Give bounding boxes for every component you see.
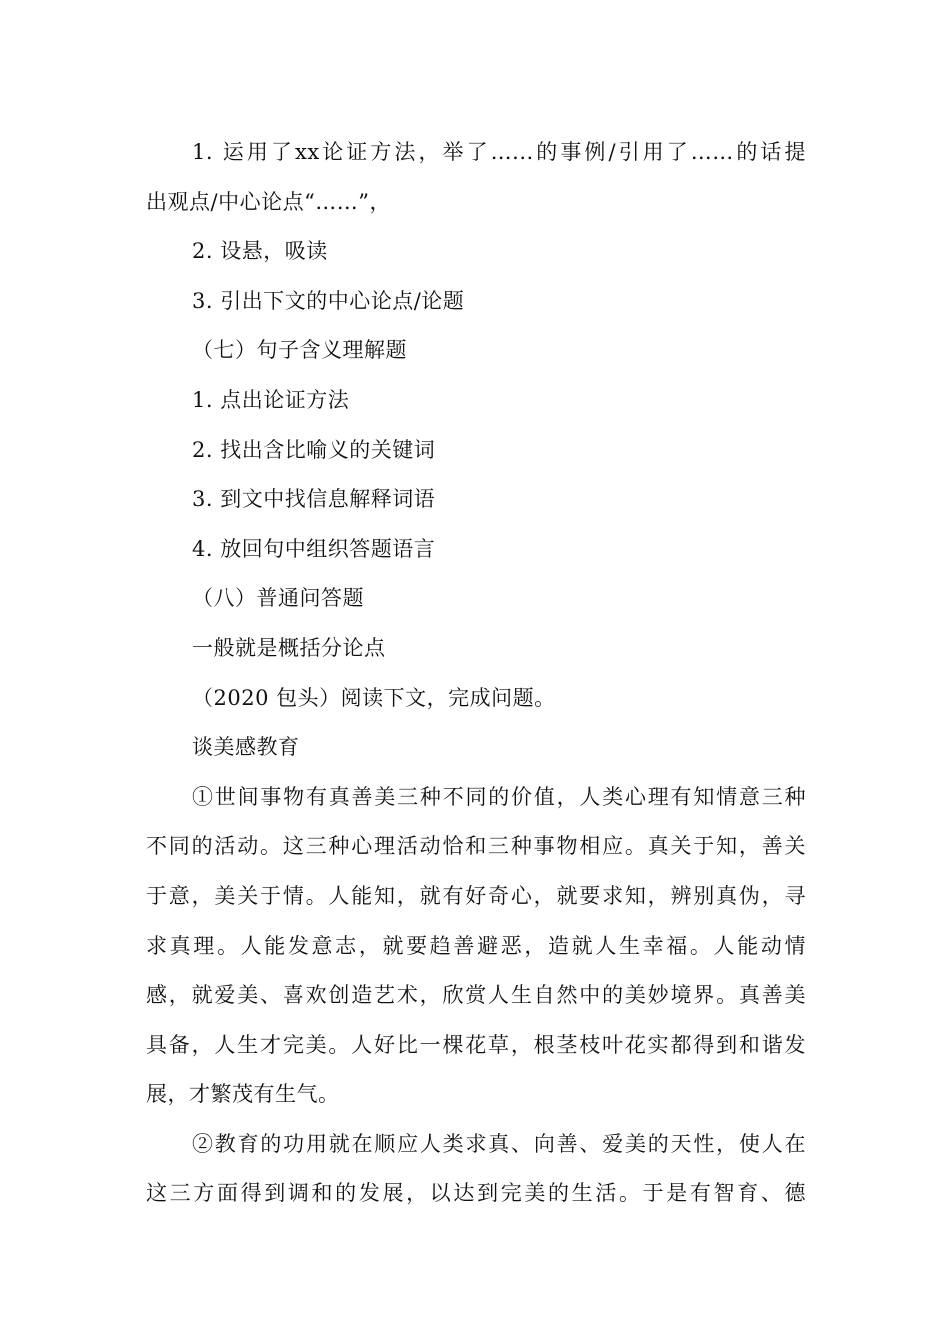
- text-line: 4. 放回句中组织答题语言: [192, 536, 436, 561]
- text-line: 展，才繁茂有生气。: [146, 1082, 340, 1107]
- text-line: ②教育的功用就在顺应人类求真、向善、爱美的天性，使人在: [192, 1131, 806, 1156]
- text-line: 具备，人生才完美。人好比一棵花草，根茎枝叶花实都得到和谐发: [146, 1032, 806, 1057]
- text-line: 于意，美关于情。人能知，就有好奇心，就要求知，辨别真伪，寻: [146, 883, 806, 908]
- text-line: 感，就爱美、喜欢创造艺术，欣赏人生自然中的美妙境界。真善美: [146, 983, 806, 1008]
- document-body: [146, 128, 806, 1219]
- text-line: 2. 找出含比喻义的关键词: [192, 437, 436, 462]
- text-line: 不同的活动。这三种心理活动恰和三种事物相应。真关于知，善关: [146, 834, 806, 859]
- text-line: （八）普通问答题: [192, 586, 364, 611]
- text-line: （2020 包头）阅读下文，完成问题。: [192, 685, 556, 710]
- text-line: 1. 运用了xx论证方法，举了…...的事例/引用了……的话提: [192, 140, 806, 164]
- text-line: ①世间事物有真善美三种不同的价值，人类心理有知情意三种: [192, 784, 806, 809]
- text-line: 3. 到文中找信息解释词语: [192, 487, 436, 512]
- text-line: 求真理。人能发意志，就要趋善避恶，造就人生幸福。人能动情: [146, 933, 806, 958]
- text-line: 3. 引出下文的中心论点/论题: [192, 288, 465, 313]
- text-line: 谈美感教育: [192, 735, 300, 760]
- text-line: 2. 设悬，吸读: [192, 239, 328, 264]
- text-line: 出观点/中心论点“……”，: [146, 189, 392, 214]
- text-line: 1. 点出论证方法: [192, 387, 350, 412]
- text-line: 一般就是概括分论点: [192, 635, 386, 660]
- text-line: 这三方面得到调和的发展，以达到完美的生活。于是有智育、德: [146, 1181, 806, 1206]
- text-line: （七）句子含义理解题: [192, 338, 407, 363]
